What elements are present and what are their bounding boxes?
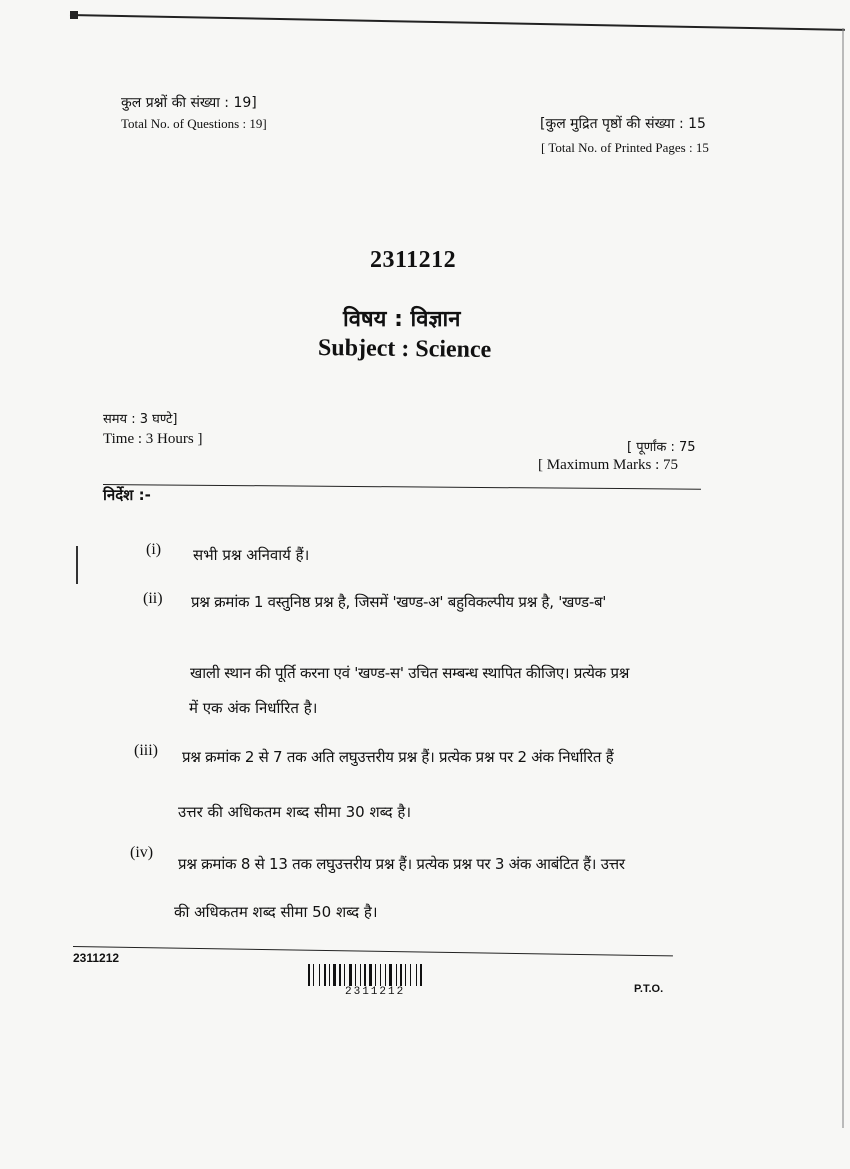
- barcode-bar: [420, 964, 422, 986]
- barcode-bar: [412, 964, 415, 986]
- barcode-bar: [313, 964, 314, 986]
- barcode-bar: [349, 964, 352, 986]
- barcode-bar: [380, 964, 381, 986]
- page-top-edge: [70, 14, 845, 31]
- page-right-edge: [842, 28, 844, 1128]
- barcode-bar: [315, 964, 318, 986]
- barcode-bar: [373, 964, 374, 986]
- total-questions-english: Total No. of Questions : 19]: [121, 116, 267, 131]
- printed-pages-hindi: [कुल मुद्रित पृष्ठों की संख्या : 15: [540, 116, 706, 132]
- barcode-bar: [344, 964, 345, 986]
- barcode-bar: [327, 964, 328, 986]
- footer-paper-code: 2311212: [73, 951, 120, 965]
- barcode-bar: [405, 964, 406, 986]
- barcode-bar: [400, 964, 402, 986]
- printed-pages-english: [ Total No. of Printed Pages : 15: [541, 140, 709, 155]
- instruction-line: की अधिकतम शब्द सीमा 50 शब्द है।: [174, 903, 378, 921]
- barcode-bar: [329, 964, 330, 986]
- margin-mark: [76, 546, 78, 584]
- paper-code: 2311212: [370, 247, 457, 273]
- barcode-bar: [387, 964, 388, 986]
- barcode-bar: [416, 964, 417, 986]
- barcode: [308, 964, 442, 986]
- header-divider: [103, 484, 701, 490]
- barcode-bar: [311, 964, 312, 986]
- time-english: Time : 3 Hours ]: [103, 431, 203, 447]
- barcode-bar: [369, 964, 372, 986]
- instruction-number: (iii): [134, 742, 158, 759]
- footer-divider: [73, 946, 673, 956]
- barcode-bar: [385, 964, 386, 986]
- barcode-bar: [375, 964, 376, 986]
- barcode-bar: [324, 964, 326, 986]
- barcode-bar: [364, 964, 366, 986]
- barcode-bar: [331, 964, 332, 986]
- barcode-bar: [367, 964, 368, 986]
- barcode-bar: [418, 964, 419, 986]
- barcode-bar: [333, 964, 336, 986]
- instruction-line: सभी प्रश्न अनिवार्य हैं।: [193, 546, 310, 564]
- instruction-line: प्रश्न क्रमांक 2 से 7 तक अति लघुउत्तरीय प्रश्न हैं। प्रत्येक प्रश्न पर 2 अंक निर्धारित हैं: [182, 748, 614, 766]
- instruction-number: (iv): [130, 844, 154, 861]
- instruction-line: प्रश्न क्रमांक 1 वस्तुनिष्ठ प्रश्न है, जिसमें 'खण्ड-अ' बहुविकल्पीय प्रश्न है, 'खण्ड-ब': [191, 593, 607, 611]
- barcode-bar: [396, 964, 397, 986]
- barcode-bar: [308, 964, 310, 986]
- instructions-heading: निर्देश :-: [103, 486, 151, 504]
- barcode-bar: [407, 964, 409, 986]
- pto-label: P.T.O.: [634, 983, 664, 995]
- subject-english: Subject : Science: [317, 334, 492, 364]
- barcode-bar: [342, 964, 343, 986]
- barcode-bar: [393, 964, 395, 986]
- instruction-line: उत्तर की अधिकतम शब्द सीमा 30 शब्द है।: [178, 803, 412, 821]
- barcode-bar: [389, 964, 392, 986]
- instruction-number: (ii): [143, 590, 163, 607]
- barcode-bar: [357, 964, 359, 986]
- barcode-bar: [321, 964, 323, 986]
- barcode-bar: [346, 964, 348, 986]
- subject-hindi: विषय : विज्ञान: [343, 307, 461, 332]
- barcode-bar: [410, 964, 411, 986]
- barcode-bar: [362, 964, 363, 986]
- time-hindi: समय : 3 घण्टे]: [103, 412, 178, 427]
- barcode-bar: [403, 964, 404, 986]
- barcode-bar: [377, 964, 379, 986]
- total-questions-hindi: कुल प्रश्नों की संख्या : 19]: [121, 95, 257, 111]
- barcode-bar: [398, 964, 399, 986]
- instruction-number: (i): [146, 541, 162, 558]
- instruction-line: में एक अंक निर्धारित है।: [189, 699, 318, 717]
- instruction-line: प्रश्न क्रमांक 8 से 13 तक लघुउत्तरीय प्रश्न हैं। प्रत्येक प्रश्न पर 3 अंक आबंटित हैं। उत्तर: [178, 855, 625, 873]
- barcode-bar: [353, 964, 354, 986]
- barcode-bar: [360, 964, 361, 986]
- barcode-bar: [339, 964, 341, 986]
- marks-hindi: [ पूर्णांक : 75: [627, 440, 696, 455]
- barcode-bar: [355, 964, 356, 986]
- barcode-bar: [382, 964, 384, 986]
- instruction-line: खाली स्थान की पूर्ति करना एवं 'खण्ड-स' उचित सम्बन्ध स्थापित कीजिए। प्रत्येक प्रश्न: [190, 664, 630, 682]
- marks-english: [ Maximum Marks : 75: [538, 457, 678, 473]
- barcode-bar: [337, 964, 338, 986]
- barcode-bar: [319, 964, 320, 986]
- barcode-number: 2311212: [345, 986, 406, 998]
